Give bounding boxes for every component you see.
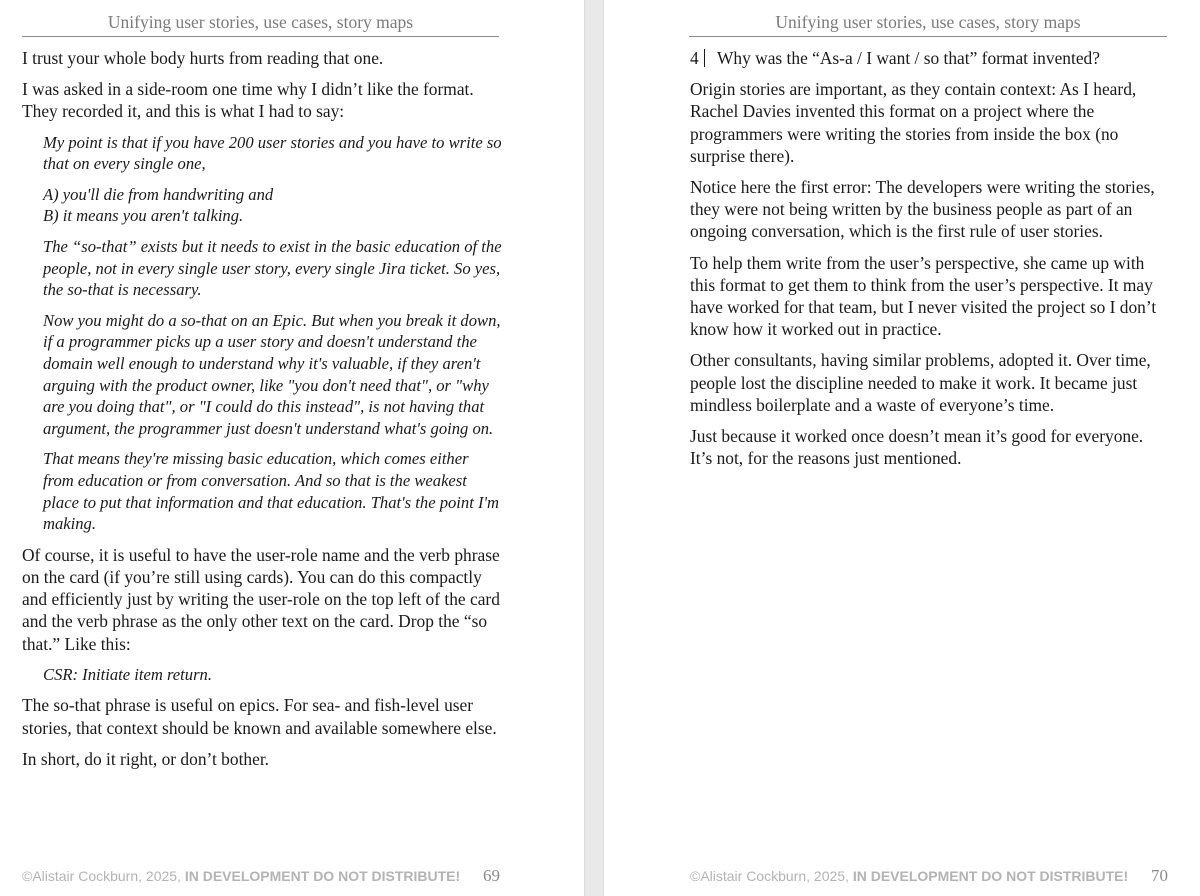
paragraph: Of course, it is useful to have the user-role name and the verb phrase on the card (if you’re still using cards). You can do this compactly and efficiently just by writing the user-role on the top left of the card and the verb phrase as the only other text on the card. Drop the “so that.” Like this: [22,544,500,654]
page-body [22,47,502,779]
quote-paragraph: Now you might do a so-that on an Epic. But when you break it down, if a programmer picks up a user story and doesn't understand the domain well enough to understand why it's valuable, if they aren't arguing with the product owner, like "you don't need that", or "why are you doing that", or "I could do this instead", is not having that argument, the programmer just doesn't understand what's going on. [43,310,501,438]
paragraph: Just because it worked once doesn’t mean it’s good for everyone. It’s not, for the reasons just mentioned. [690,426,1144,469]
page-gutter [584,0,604,896]
paragraph: Other consultants, having similar problems, adopted it. Over time, people lost the discipline needed to make it work. It became just mindless boilerplate and a waste of everyone’s time. [690,350,1151,415]
quote-line: A) you'll die from handwriting and [43,184,274,204]
quote-paragraph [43,184,502,227]
running-head: Unifying user stories, use cases, story maps [689,10,1167,37]
copyright-notice: ©Alistair Cockburn, 2025, [690,868,849,884]
paragraph: I trust your whole body hurts from reading that one. [22,48,384,68]
distribution-warning: IN DEVELOPMENT DO NOT DISTRIBUTE! [852,868,1129,884]
distribution-warning: IN DEVELOPMENT DO NOT DISTRIBUTE! [184,868,461,884]
paragraph: The so-that phrase is useful on epics. For sea- and fish-level user stories, that context should be known and available somewhere else. [22,695,497,738]
page-body [690,47,1166,478]
quote-paragraph: My point is that if you have 200 user stories and you have to write so that on every single one, [43,132,502,174]
quote-paragraph: The “so-that” exists but it needs to exist in the basic education of the people, not in every single user story, every single Jira ticket. So yes, the so-that is necessary. [43,236,502,300]
page-footer [690,865,1168,887]
quote-line: B) it means you aren't talking. [43,206,244,226]
page-number: 70 [1151,866,1168,885]
page-footer [22,865,500,887]
paragraph: I was asked in a side-room one time why I didn’t like the format. They recorded it, and this is what I had to say: [22,79,474,122]
question-number: 4 [690,49,705,67]
left-page [0,0,584,896]
paragraph: Notice here the first error: The developers were writing the stories, they were not being written by the business people as part of an ongoing conversation, which is the first rule of user stories. [690,177,1155,242]
question-text: Why was the “As-a / I want / so that” format invented? [717,48,1100,68]
question-heading [690,47,1166,69]
paragraph: Origin stories are important, as they contain context: As I heard, Rachel Davies invented this format on a project where the programmers were writing the stories from inside the box (no surprise there). [690,79,1137,166]
running-head: Unifying user stories, use cases, story maps [22,10,499,37]
example-line: CSR: Initiate item return. [43,664,212,684]
paragraph: In short, do it right, or don’t bother. [22,748,269,769]
paragraph: To help them write from the user’s perspective, she came up with this format to get them to think from the user’s perspective. It may have worked for that team, but I never visited the project so I don’t know how it worked out in practice. [690,252,1157,340]
right-page [604,0,1200,896]
copyright-notice: ©Alistair Cockburn, 2025, [22,868,181,884]
page-number: 69 [483,866,500,885]
quote-paragraph: That means they're missing basic education, which comes either from education or from conversation. And so that is the weakest place to put that information and that education. That's the point I'm making. [43,449,500,534]
